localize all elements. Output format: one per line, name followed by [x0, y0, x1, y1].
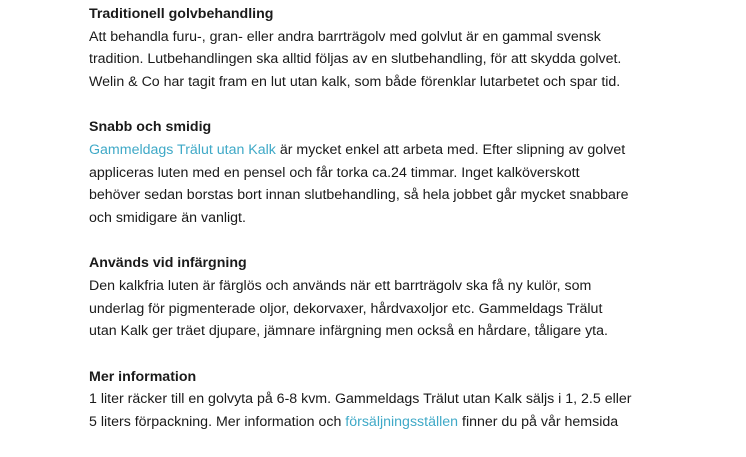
- section-heading: Används vid infärgning: [89, 255, 247, 272]
- section-body: [89, 139, 729, 229]
- section-mer-information: [89, 366, 729, 434]
- section-heading: Mer information: [89, 368, 197, 385]
- body-line: Att behandla furu-, gran- eller andra barrträgolv med golvlut är en gammal svensk: [89, 28, 601, 45]
- body-line: tradition. Lutbehandlingen ska alltid följas av en slutbehandling, för att skydda golvet.: [89, 51, 622, 68]
- section-infargning: [89, 252, 729, 342]
- body-line: [89, 411, 729, 434]
- section-body: [89, 275, 729, 343]
- body-line: utan Kalk ger träet djupare, jämnare infärgning men också en hårdare, tåligare yta.: [89, 323, 608, 340]
- section-body: [89, 26, 729, 94]
- section-body: [89, 388, 729, 433]
- section-heading: Snabb och smidig: [89, 119, 212, 136]
- section-traditionell: [89, 3, 729, 93]
- body-line: behöver sedan borstas bort innan slutbehandling, så hela jobbet går mycket snabbare: [89, 187, 629, 204]
- body-line: Den kalkfria luten är färglös och används när ett barrträgolv ska få ny kulör, som: [89, 277, 592, 294]
- body-line: och smidigare än vanligt.: [89, 209, 246, 226]
- body-line: 1 liter räcker till en golvyta på 6-8 kvm. Gammeldags Trälut utan Kalk säljs i 1, 2.5 eller: [89, 391, 632, 408]
- body-line: [89, 139, 729, 162]
- section-snabb: [89, 116, 729, 229]
- body-text: är mycket enkel att arbeta med. Efter slipning av golvet: [275, 141, 626, 158]
- retailers-link[interactable]: försäljningsställen: [345, 413, 459, 430]
- body-line: appliceras luten med en pensel och får torka ca.24 timmar. Inget kalköverskott: [89, 164, 580, 181]
- body-text: finner du på vår hemsida: [458, 413, 619, 430]
- body-line: underlag för pigmenterade oljor, dekorvaxer, hårdvaxoljor etc. Gammeldags Trälut: [89, 300, 603, 317]
- body-text: 5 liters förpackning. Mer information och: [89, 413, 346, 430]
- section-heading: Traditionell golvbehandling: [89, 6, 274, 22]
- product-link[interactable]: Gammeldags Trälut utan Kalk: [89, 141, 276, 158]
- document-page: [89, 3, 729, 457]
- body-line: Welin & Co har tagit fram en lut utan kalk, som både förenklar lutarbetet och spar tid.: [89, 73, 621, 90]
